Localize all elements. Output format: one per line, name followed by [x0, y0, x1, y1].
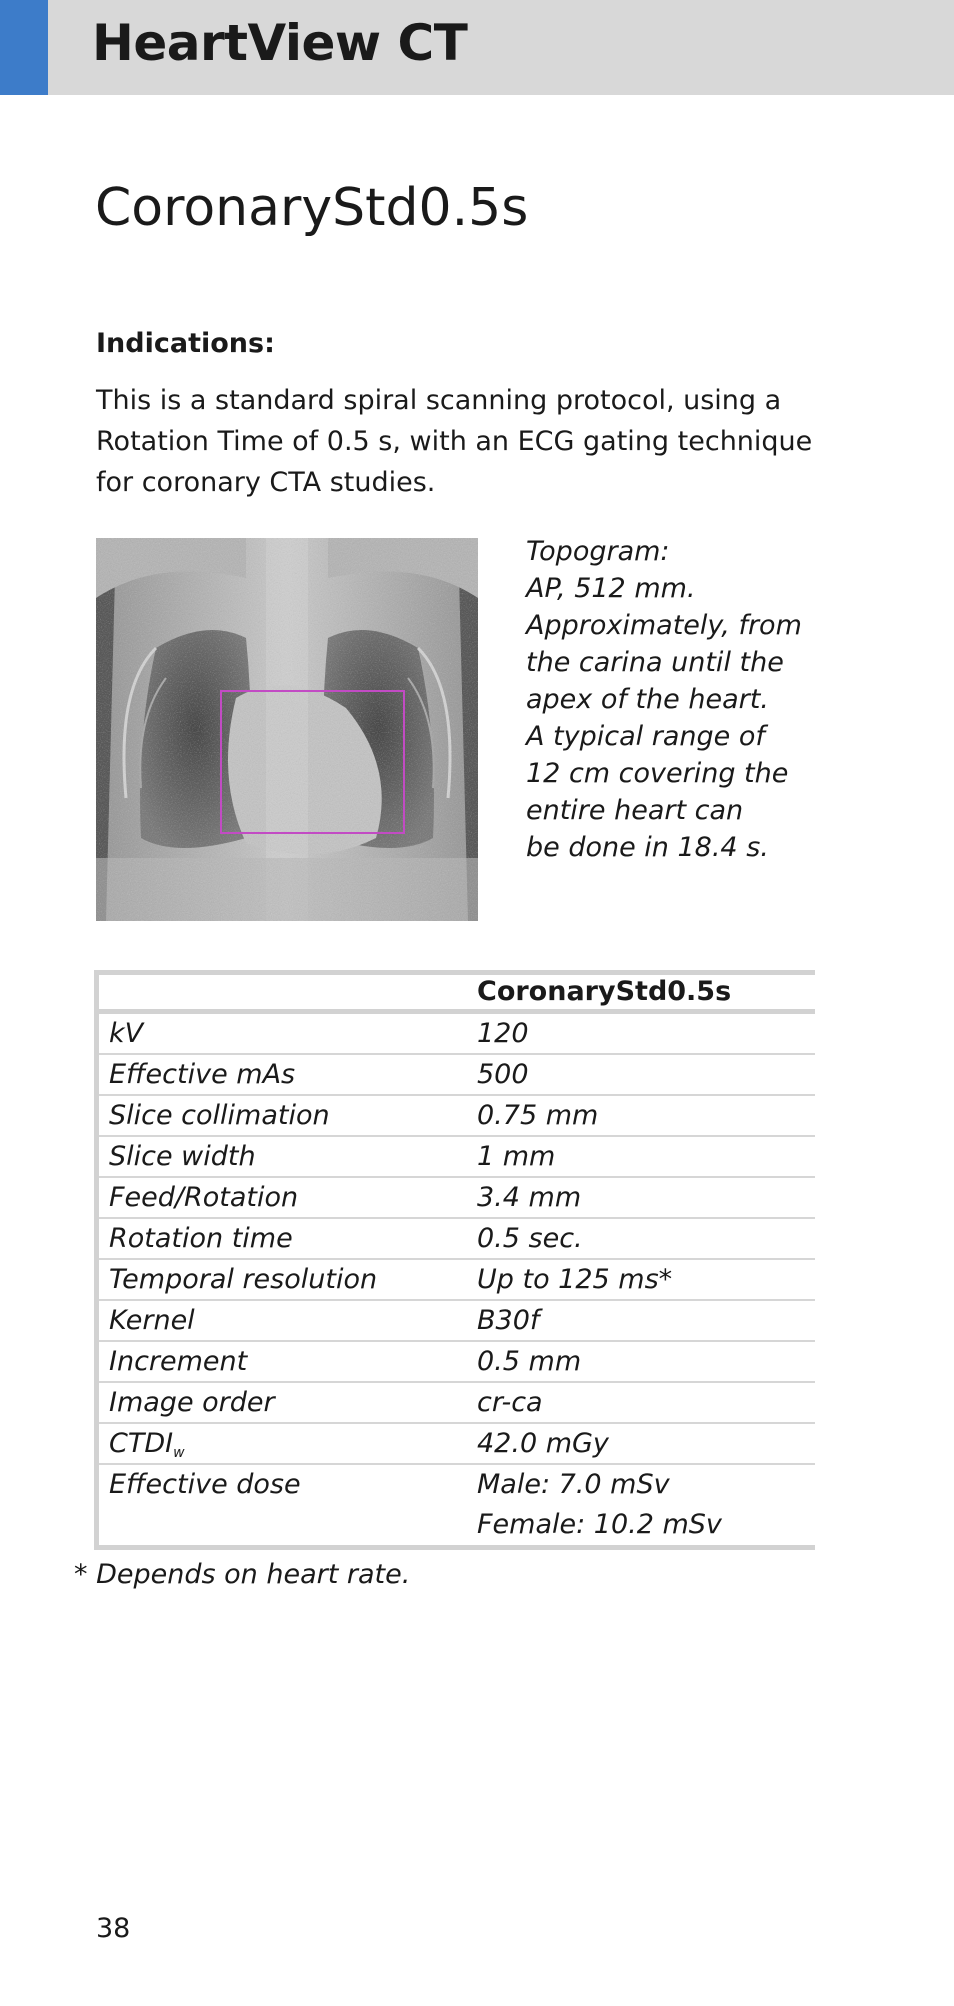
caption-line: 12 cm covering the	[526, 758, 789, 789]
caption-line: Approximately, from	[526, 610, 802, 641]
caption-line: Topogram:	[526, 536, 670, 567]
header-title: HeartView CT	[92, 14, 468, 72]
row-value: 3.4 mm	[477, 1182, 582, 1213]
row-label: Rotation time	[109, 1223, 293, 1254]
page-header	[0, 0, 954, 95]
indications-text: This is a standard spiral scanning protocol, using a Rotation Time of 0.5 s, with an ECG gating technique for coronary CTA studies.	[96, 385, 813, 498]
protocol-parameters-table	[94, 970, 815, 1550]
page-number: 38	[96, 1913, 131, 1944]
caption-line: the carina until the	[526, 647, 784, 678]
row-value: Up to 125 ms*	[477, 1264, 673, 1295]
indications-heading: Indications:	[96, 328, 275, 359]
ctdi-subscript: w	[173, 1445, 185, 1461]
row-label: Effective mAs	[109, 1059, 296, 1090]
table-row	[99, 1055, 815, 1096]
row-value: 500	[477, 1059, 529, 1090]
table-row	[99, 1137, 815, 1178]
caption-line: be done in 18.4 s.	[526, 832, 769, 863]
table-row	[99, 1301, 815, 1342]
row-value: 42.0 mGy	[477, 1428, 609, 1459]
table-header-row	[99, 975, 815, 1014]
row-label: Feed/Rotation	[109, 1182, 299, 1213]
topogram-caption	[526, 533, 826, 866]
dose-male: Male: 7.0 mSv	[477, 1469, 670, 1500]
row-label	[109, 1428, 185, 1461]
footnote: * Depends on heart rate.	[74, 1559, 411, 1590]
caption-line: entire heart can	[526, 795, 744, 826]
table-row	[99, 1096, 815, 1137]
row-label: Increment	[109, 1346, 248, 1377]
topogram-illustration	[96, 538, 478, 921]
header-accent-bar	[0, 0, 48, 95]
caption-line: A typical range of	[526, 721, 765, 752]
protocol-title: CoronaryStd0.5s	[95, 178, 529, 238]
table-row	[99, 1383, 815, 1424]
table-row	[99, 1424, 815, 1465]
table-row	[99, 1465, 815, 1545]
dose-female: Female: 10.2 mSv	[477, 1509, 722, 1540]
row-value: 120	[477, 1018, 529, 1049]
row-label: Slice width	[109, 1141, 256, 1172]
row-label: Image order	[109, 1387, 275, 1418]
caption-line: apex of the heart.	[526, 684, 769, 715]
row-value: 0.5 sec.	[477, 1223, 583, 1254]
table-row	[99, 1219, 815, 1260]
topogram-image	[96, 538, 478, 921]
table-row	[99, 1342, 815, 1383]
row-value: cr-ca	[477, 1387, 543, 1418]
row-label: Temporal resolution	[109, 1264, 378, 1295]
row-value: 0.5 mm	[477, 1346, 582, 1377]
row-label: Effective dose	[109, 1469, 301, 1500]
row-label: Kernel	[109, 1305, 195, 1336]
row-label: Slice collimation	[109, 1100, 330, 1131]
table-column-header: CoronaryStd0.5s	[477, 976, 732, 1007]
row-label: kV	[109, 1018, 144, 1049]
table-row	[99, 1178, 815, 1219]
row-value: B30f	[477, 1305, 540, 1336]
table-row	[99, 1260, 815, 1301]
row-value: 0.75 mm	[477, 1100, 599, 1131]
caption-line: AP, 512 mm.	[526, 573, 696, 604]
table-row	[99, 1014, 815, 1055]
row-value	[477, 1465, 722, 1545]
row-value: 1 mm	[477, 1141, 556, 1172]
ctdi-label: CTDI	[109, 1428, 174, 1459]
